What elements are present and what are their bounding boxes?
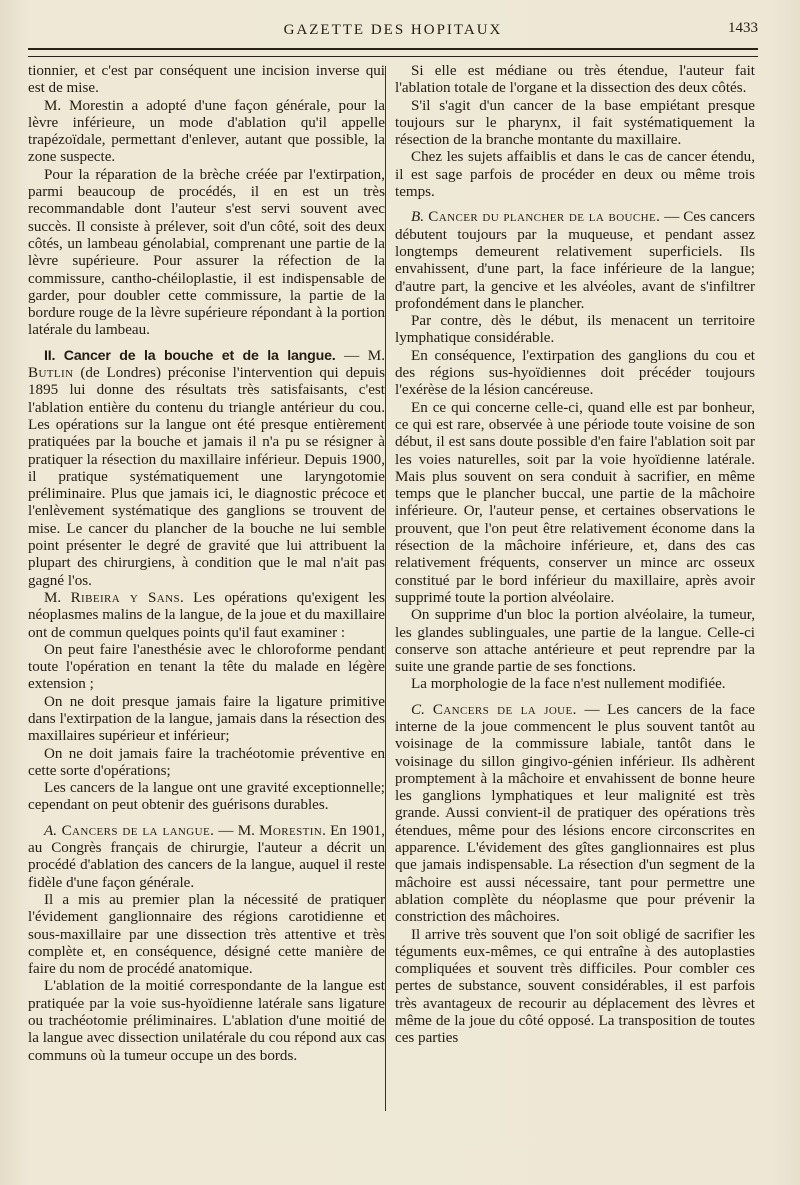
right-column [395, 63, 755, 1048]
page-header [28, 18, 758, 42]
paragraph: tionnier, et c'est par conséquent une incision inverse qui est de mise. [28, 63, 385, 97]
paragraph-text: — Les cancers de la face interne de la joue commencent le plus souvent tantôt au voisinage de la commissure labiale, tantôt dans le voisinage du sillon gingivo-génien inférieur. Ils adhèrent promptement à la mâchoire et envahissent de bonne heure les ganglions lymphatiques et leur malignité est très grande. Aussi convient-il de pratiquer des opérations très étendues, même pour des lésions encore circonscrites en apparence. L'évidement des gîtes ganglionnaires est plus que jamais indispensable. La résection d'un segment de la mâchoire est aussi nécessaire, tant pour permettre une ablation complète du néoplasme que pour prévenir la constriction des mâchoires. [395, 701, 756, 926]
paragraph: Il a mis au premier plan la nécessité de pratiquer l'évidement ganglionnaire des régions carotidienne et sous-maxillaire par une dissection très attentive et très complète et, en conséquence, désigné cette manière de faire du nom de procédé anatomique. [28, 891, 385, 978]
paragraph: L'ablation de la moitié correspondante de la langue est pratiquée par la voie sus-hyoïdienne latérale sans ligature ou trachéotomie préliminaires. L'ablation d'une moitié de la langue avec dissection unilatérale du cou répond aux cas communs où la tumeur occupe un des bords. [28, 978, 385, 1064]
subsection-letter: B. [411, 209, 424, 226]
paragraph: M. Morestin a adopté d'une façon générale, pour la lèvre inférieure, un mode d'ablation qu'il appelle trapézoïdale, permettant d'enlever, autant que possible, la zone suspecte. [28, 97, 385, 166]
column-divider [385, 66, 386, 1111]
paragraph: Si elle est médiane ou très étendue, l'auteur fait l'ablation totale de l'organe et la dissection des deux côtés. [395, 63, 755, 97]
paragraph-text: — Ces cancers débutent toujours par la muqueuse, et pendant assez longtemps demeurent relativement superficiels. Ils envahissent, d'une part, la face inférieure de la langue; d'autre part, la gencive et les alvéoles, avant de s'infiltrer profondément dans le plancher. [395, 209, 755, 312]
paragraph: En conséquence, l'extirpation des ganglions du cou et des régions sus-hyoïdiennes doit précéder toujours l'exérèse de la lésion cancéreuse. [395, 347, 755, 399]
subsection-heading: Cancer du plancher de la bouche. [424, 209, 661, 226]
author-name: Morestin [259, 822, 323, 839]
subsection-heading: Cancers de la langue. [57, 822, 215, 839]
header-rule-thick [28, 48, 758, 50]
paragraph: La morphologie de la face n'est nullement modifiée. [411, 676, 726, 693]
subsection-paragraph-cancer-plancher [395, 209, 755, 313]
subsection-paragraph-cancers-langue [28, 823, 385, 892]
paragraph: Il arrive très souvent que l'on soit obligé de sacrifier les téguments eux-mêmes, ce qui entraîne à des autoplasties compliquées et souvent très difficiles. Pour combler ces pertes de substance, souvent considérables, il est parfois très avantageux de recourir au déplacement des lèvres et même de la joue du côté opposé. La transposition de toutes ces parties [395, 926, 755, 1047]
paragraph: Par contre, dès le début, ils menacent un territoire lymphatique considérable. [395, 313, 755, 347]
paragraph: On ne doit jamais faire la trachéotomie préventive en cette sorte d'opérations; [28, 745, 385, 779]
author-name: Ribeira y Sans [70, 589, 181, 606]
prefix: M. [44, 589, 71, 606]
paragraph-text: . En 1901, au Congrès français de chirurgie, l'auteur a décrit un procédé d'ablation des cancers de la langue, auquel il reste fidèle d'une façon générale. [28, 822, 385, 891]
paragraph: On supprime d'un bloc la portion alvéolaire, la tumeur, les glandes sublinguales, une partie de la langue. Celle-ci conserve son attache antérieure et peut reprendre par la suite une grande partie de ses fonctions. [395, 607, 755, 676]
subsection-letter: A. [44, 822, 57, 839]
author-name: Butlin [28, 365, 74, 382]
subsection-letter: C. [411, 701, 425, 718]
paragraph-text: (de Londres) préconise l'intervention qui depuis 1895 lui donne des résultats très satisfaisants, c'est l'ablation entière du contenu du triangle antérieur du cou. Les opérations sur la langue ont été presque entièrement pratiquées par la bouche et jamais il n'a pu se résigner à pratiquer la résection du maxillaire inférieur. Depuis 1900, il pratique systématiquement une laryngotomie préliminaire. Plus que jamais ici, le diagnostic précoce et l'enlèvement systématique des ganglions se trouvent de mise. Le cancer du plancher de la bouche ne lui semble point présenter le degré de gravité que lui attribuent la plupart des chirurgiens, à condition que le mal n'ait pas gagné l'os. [28, 365, 385, 589]
section-paragraph-cancer-bouche [28, 348, 385, 590]
paragraph: En ce qui concerne celle-ci, quand elle est par bonheur, ce qui est rare, observée à une période toute voisine de son début, il est sans doute possible d'en faire l'ablation soit par les voies naturelles, soit par la voie hyoïdienne latérale. Mais plus souvent on sera conduit à sacrifier, en même temps que le plancher buccal, une partie de la mâchoire inférieure. Or, l'auteur pense, et certaines observations le prouvent, que l'on peut être relativement économe dans la résection de la mâchoire inférieure, et, dans des cas relativement fréquents, conserver un mince arc osseux constitué par le bord inférieur du maxillaire, après avoir supprimé toute la portion alvéolaire. [395, 399, 755, 606]
subsection-paragraph-cancers-joue [395, 702, 755, 927]
paragraph: S'il s'agit d'un cancer de la base empiétant presque toujours sur le pharynx, il fait systématiquement la résection de la branche montante du maxillaire. [395, 97, 755, 149]
paragraph [28, 590, 385, 642]
left-column [28, 63, 385, 1065]
paragraph: On peut faire l'anesthésie avec le chloroforme pendant toute l'opération en tenant la tête du malade en légère extension ; [28, 641, 385, 693]
paragraph: Chez les sujets affaiblis et dans le cas de cancer étendu, il est sage parfois de procéder en deux ou même trois temps. [395, 149, 755, 201]
paragraph-text: . Les opérations qu'exigent les néoplasmes malins de la langue, de la joue et du maxillaire ont de commun quelques points qu'il faut examiner : [28, 589, 385, 641]
heading-dash: — M. [335, 347, 385, 364]
running-title: GAZETTE DES HOPITAUX [283, 22, 503, 38]
header-rule-thin [28, 56, 758, 57]
section-heading: II. Cancer de la bouche et de la langue. [44, 347, 336, 364]
paragraph: Pour la réparation de la brèche créée par l'extirpation, parmi beaucoup de procédés, il en est un très recommandable dont l'auteur s'est servi souvent avec succès. Il consiste à prélever, soit d'un côté, soit des deux côtés, un lambeau génolabial, comprenant une partie de la lèvre supérieure. Pour assurer la réfection de la commissure, cantho-chéiloplastie, il est indispensable de garder, pour doubler cette commissure, la partie de la bordure rouge de la lèvre supérieure répondant à la portion latérale du lambeau. [28, 166, 385, 339]
page-number: 1433 [728, 20, 758, 36]
paragraph: Les cancers de la langue ont une gravité exceptionnelle; cependant on peut obtenir des guérisons durables. [28, 780, 385, 814]
paragraph: On ne doit presque jamais faire la ligature primitive dans l'extirpation de la langue, jamais dans la résection des maxillaires supérieur et inférieur; [28, 693, 385, 745]
subsection-heading: Cancers de la joue. [424, 701, 577, 718]
heading-dash: — M. [214, 822, 260, 839]
